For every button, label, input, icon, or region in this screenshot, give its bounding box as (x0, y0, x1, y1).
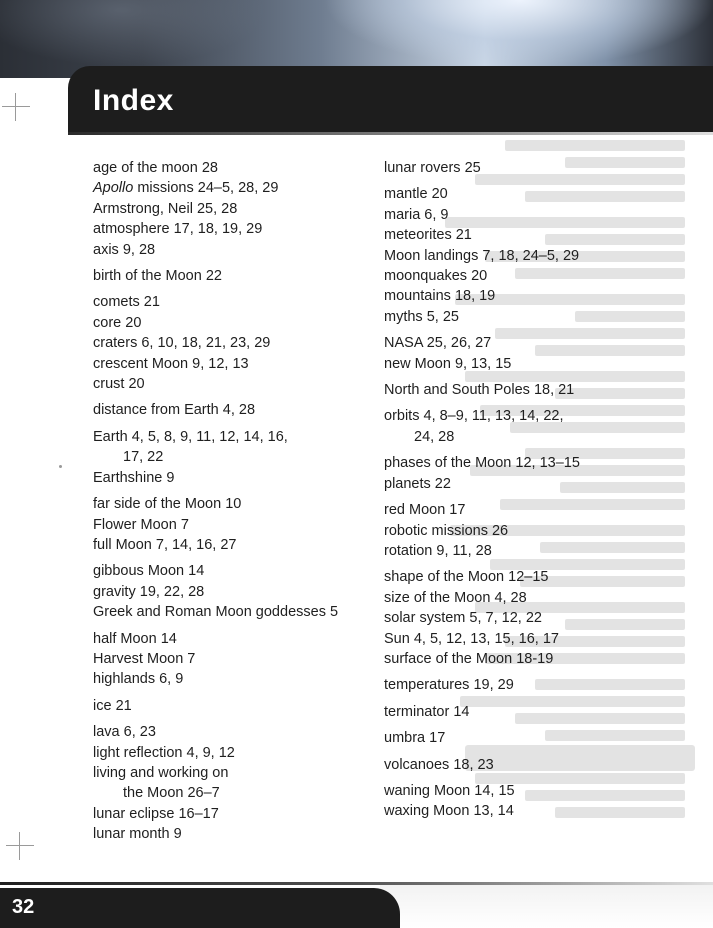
index-term: lunar month (93, 826, 170, 843)
index-term: terminator (384, 703, 450, 720)
index-entry (384, 453, 699, 473)
index-page-refs: 22 (434, 475, 451, 492)
index-entry (384, 608, 699, 628)
index-page-refs: 20 (128, 376, 145, 393)
index-page-refs: 10 (225, 496, 242, 513)
index-group (384, 184, 699, 327)
index-term: Moon landings (384, 247, 479, 264)
index-page-refs: 9, 13, 15 (454, 355, 512, 372)
index-page-refs: 20 (125, 314, 142, 331)
index-term: mantle (384, 186, 428, 203)
index-entry (93, 427, 378, 447)
index-group (93, 292, 378, 394)
index-page-refs: 7 (180, 516, 189, 533)
index-term: robotic missions (384, 522, 488, 539)
index-term: rotation (384, 542, 433, 559)
index-page-refs: 4, 8–9, 11, 13, 14, 22, (423, 408, 564, 425)
index-group (384, 728, 699, 748)
index-entry (384, 675, 699, 695)
index-page-refs: 17 (449, 502, 466, 519)
index-term: waxing Moon (384, 803, 470, 820)
index-entry (384, 266, 699, 286)
index-entry-continuation: 17, 22 (123, 449, 164, 466)
index-entry (384, 333, 699, 353)
index-term: temperatures (384, 677, 470, 694)
index-term: light reflection (93, 744, 183, 761)
index-group (93, 629, 378, 690)
index-term: waning Moon (384, 782, 471, 799)
index-page-refs: 12, 13–15 (515, 455, 580, 472)
index-page-refs: 6, 9 (424, 206, 449, 223)
index-page-refs: 7, 14, 16, 27 (155, 536, 237, 553)
index-group (384, 755, 699, 775)
index-page-refs: 17, 18, 19, 29 (173, 221, 263, 238)
index-page-refs: 9, 11, 28 (436, 542, 492, 559)
index-entry (93, 178, 378, 198)
index-group (384, 453, 699, 494)
index-entry (384, 702, 699, 722)
index-page-refs: 13, 14 (473, 803, 514, 820)
index-entry-continuation: 24, 28 (414, 428, 455, 445)
index-column-left (93, 158, 378, 851)
index-entry (384, 801, 699, 821)
page-title: Index (93, 84, 174, 117)
footer-band (0, 878, 713, 928)
index-entry (384, 500, 699, 520)
index-page-refs: 5, 25 (426, 308, 459, 325)
index-term: half Moon (93, 630, 157, 647)
index-entry (93, 515, 378, 535)
index-entry (384, 588, 699, 608)
index-group (384, 500, 699, 561)
index-entry (384, 205, 699, 225)
index-page-refs: 25, 26, 27 (426, 335, 492, 352)
index-entry (384, 406, 699, 426)
index-page-refs: 17 (429, 730, 446, 747)
index-entry (93, 494, 378, 514)
index-term: axis (93, 241, 119, 258)
index-term: craters (93, 335, 138, 352)
index-group (384, 675, 699, 695)
index-entry (93, 199, 378, 219)
index-entry (93, 219, 378, 239)
index-entry (93, 696, 378, 716)
index-group (384, 702, 699, 722)
index-term: North and South Poles (384, 382, 530, 399)
index-term: planets (384, 475, 431, 492)
index-term: surface of the Moon (384, 650, 513, 667)
index-term: NASA (384, 335, 423, 352)
index-group (93, 266, 378, 286)
index-term: new Moon (384, 355, 451, 372)
index-page-refs: 4, 9, 12 (186, 744, 235, 761)
index-entry (93, 158, 378, 178)
index-entry (93, 763, 378, 783)
index-term: shape of the Moon (384, 569, 505, 586)
index-page-refs: 16–17 (178, 805, 219, 822)
index-entry (93, 374, 378, 394)
index-term: comets (93, 294, 140, 311)
index-entry (384, 521, 699, 541)
index-page-refs: 14, 15 (474, 782, 515, 799)
index-page-refs: 14 (188, 563, 205, 580)
index-group (93, 158, 378, 260)
index-entry (384, 728, 699, 748)
index-entry (93, 468, 378, 488)
registration-mark-top (2, 93, 30, 121)
index-term: umbra (384, 730, 426, 747)
index-entry (93, 743, 378, 763)
index-entry (384, 354, 699, 374)
index-group (384, 158, 699, 178)
index-page-refs: 6, 9 (159, 671, 184, 688)
index-page-refs: 9, 28 (122, 241, 156, 258)
index-group (384, 567, 699, 669)
index-term: core (93, 314, 122, 331)
index-page-refs: 14 (453, 703, 470, 720)
print-dot (59, 465, 62, 468)
index-page-refs: 7, 18, 24–5, 29 (482, 247, 580, 264)
index-page-refs: 9 (173, 826, 182, 843)
index-term: crust (93, 376, 125, 393)
index-group (384, 333, 699, 374)
index-page-refs: 4, 5, 8, 9, 11, 12, 14, 16, (131, 428, 288, 445)
index-term: lunar eclipse (93, 805, 175, 822)
index-page-refs: 4, 28 (222, 402, 256, 419)
index-term: birth of the Moon (93, 268, 202, 285)
index-entry (93, 400, 378, 420)
index-entry (384, 541, 699, 561)
index-term: ice (93, 697, 112, 714)
index-term: distance from Earth (93, 402, 219, 419)
index-term: lunar rovers (384, 160, 461, 176)
index-page-refs: 19, 29 (473, 677, 514, 694)
index-entry (384, 781, 699, 801)
index-entry (93, 722, 378, 742)
index-term: age of the moon (93, 160, 198, 176)
index-term: Sun (384, 630, 410, 647)
index-page-refs: 4, 28 (494, 589, 527, 606)
index-page-refs: 20 (471, 268, 488, 285)
index-term: full Moon (93, 536, 152, 553)
index-entry (93, 561, 378, 581)
index-term: Apollo (93, 180, 134, 197)
index-page-refs: 5, 7, 12, 22 (469, 610, 542, 627)
index-entry (384, 649, 699, 669)
index-page-refs: 18-19 (516, 650, 554, 667)
index-term: solar system (384, 610, 466, 627)
index-group (93, 561, 378, 622)
index-page-refs: 12–15 (508, 569, 549, 586)
index-term: red Moon (384, 502, 446, 519)
index-entry (93, 333, 378, 353)
index-page-refs: 20 (431, 186, 448, 203)
index-entry (384, 380, 699, 400)
index-page-refs: 21 (143, 294, 160, 311)
index-page-refs: 14 (160, 630, 177, 647)
page-number: 32 (12, 896, 35, 918)
index-page-refs: 9, 12, 13 (192, 355, 249, 372)
index-term: Armstrong, Neil (93, 200, 193, 217)
index-term: lava (93, 724, 120, 741)
index-term: atmosphere (93, 221, 170, 238)
index-page-refs: 22 (205, 268, 222, 285)
index-entry (384, 567, 699, 587)
index-term: Flower Moon (93, 516, 177, 533)
index-term: orbits (384, 408, 420, 425)
index-term: size of the Moon (384, 589, 491, 606)
index-group (93, 494, 378, 555)
index-group (93, 722, 378, 844)
index-entry (93, 313, 378, 333)
index-entry (93, 240, 378, 260)
index-group (93, 427, 378, 488)
index-entry (384, 474, 699, 494)
index-page-refs: 26 (491, 522, 509, 539)
index-term: meteorites (384, 227, 452, 244)
index-entry (384, 286, 699, 306)
index-entry (384, 307, 699, 327)
index-term: phases of the Moon (384, 455, 512, 472)
index-term: volcanoes (384, 756, 450, 773)
index-term: Earth (93, 428, 128, 445)
index-term: mountains (384, 288, 451, 305)
index-term: maria (384, 206, 421, 223)
index-entry (93, 804, 378, 824)
index-term: gibbous Moon (93, 563, 185, 580)
index-entry (384, 225, 699, 245)
index-entry (384, 158, 699, 178)
index-term: gravity (93, 583, 136, 600)
index-page-refs: 7 (187, 650, 196, 667)
index-page-refs: 5 (329, 604, 339, 621)
index-term: Harvest Moon (93, 650, 184, 667)
index-term: far side of the Moon (93, 496, 222, 513)
registration-mark-bottom (6, 832, 34, 860)
index-column-right (384, 158, 699, 828)
index-page-refs: 21 (455, 227, 472, 244)
index-term: crescent Moon (93, 355, 189, 372)
index-entry (93, 629, 378, 649)
index-group (384, 781, 699, 822)
index-term: living and working on (93, 764, 229, 781)
index-page-refs: 6, 10, 18, 21, 23, 29 (141, 335, 271, 352)
index-entry (384, 246, 699, 266)
index-page-refs: 25 (464, 160, 481, 176)
index-group (384, 380, 699, 400)
index-page-refs: 19, 22, 28 (139, 583, 205, 600)
index-entry (93, 582, 378, 602)
index-term: myths (384, 308, 423, 325)
index-page-refs: 21 (115, 697, 132, 714)
index-entry (93, 535, 378, 555)
index-page-refs: 25, 28 (196, 200, 238, 217)
index-group (93, 696, 378, 716)
index-entry (384, 755, 699, 775)
index-entry (93, 292, 378, 312)
index-entry (93, 669, 378, 689)
index-page-refs: 18, 19 (454, 288, 496, 305)
index-group (93, 400, 378, 420)
index-page-refs: missions 24–5, 28, 29 (137, 180, 279, 197)
index-page-refs: 9 (166, 469, 175, 486)
index-entry (93, 824, 378, 844)
index-term: highlands (93, 671, 156, 688)
index-entry (93, 354, 378, 374)
index-entry (93, 649, 378, 669)
index-page-refs: 4, 5, 12, 13, 15, 16, 17 (413, 630, 559, 647)
index-entry-continuation: the Moon 26–7 (123, 785, 220, 802)
index-page-refs: 6, 23 (123, 724, 156, 741)
index-term: Greek and Roman Moon goddesses (93, 604, 326, 621)
index-page-refs: 18, 21 (533, 382, 575, 399)
index-entry (93, 266, 378, 286)
index-entry (93, 602, 378, 622)
index-entry (384, 629, 699, 649)
index-page-refs: 18, 23 (453, 756, 494, 773)
index-page-refs: 28 (201, 160, 218, 176)
index-entry (384, 184, 699, 204)
index-term: moonquakes (384, 268, 468, 285)
index-group (384, 406, 699, 447)
index-term: Earthshine (93, 469, 163, 486)
